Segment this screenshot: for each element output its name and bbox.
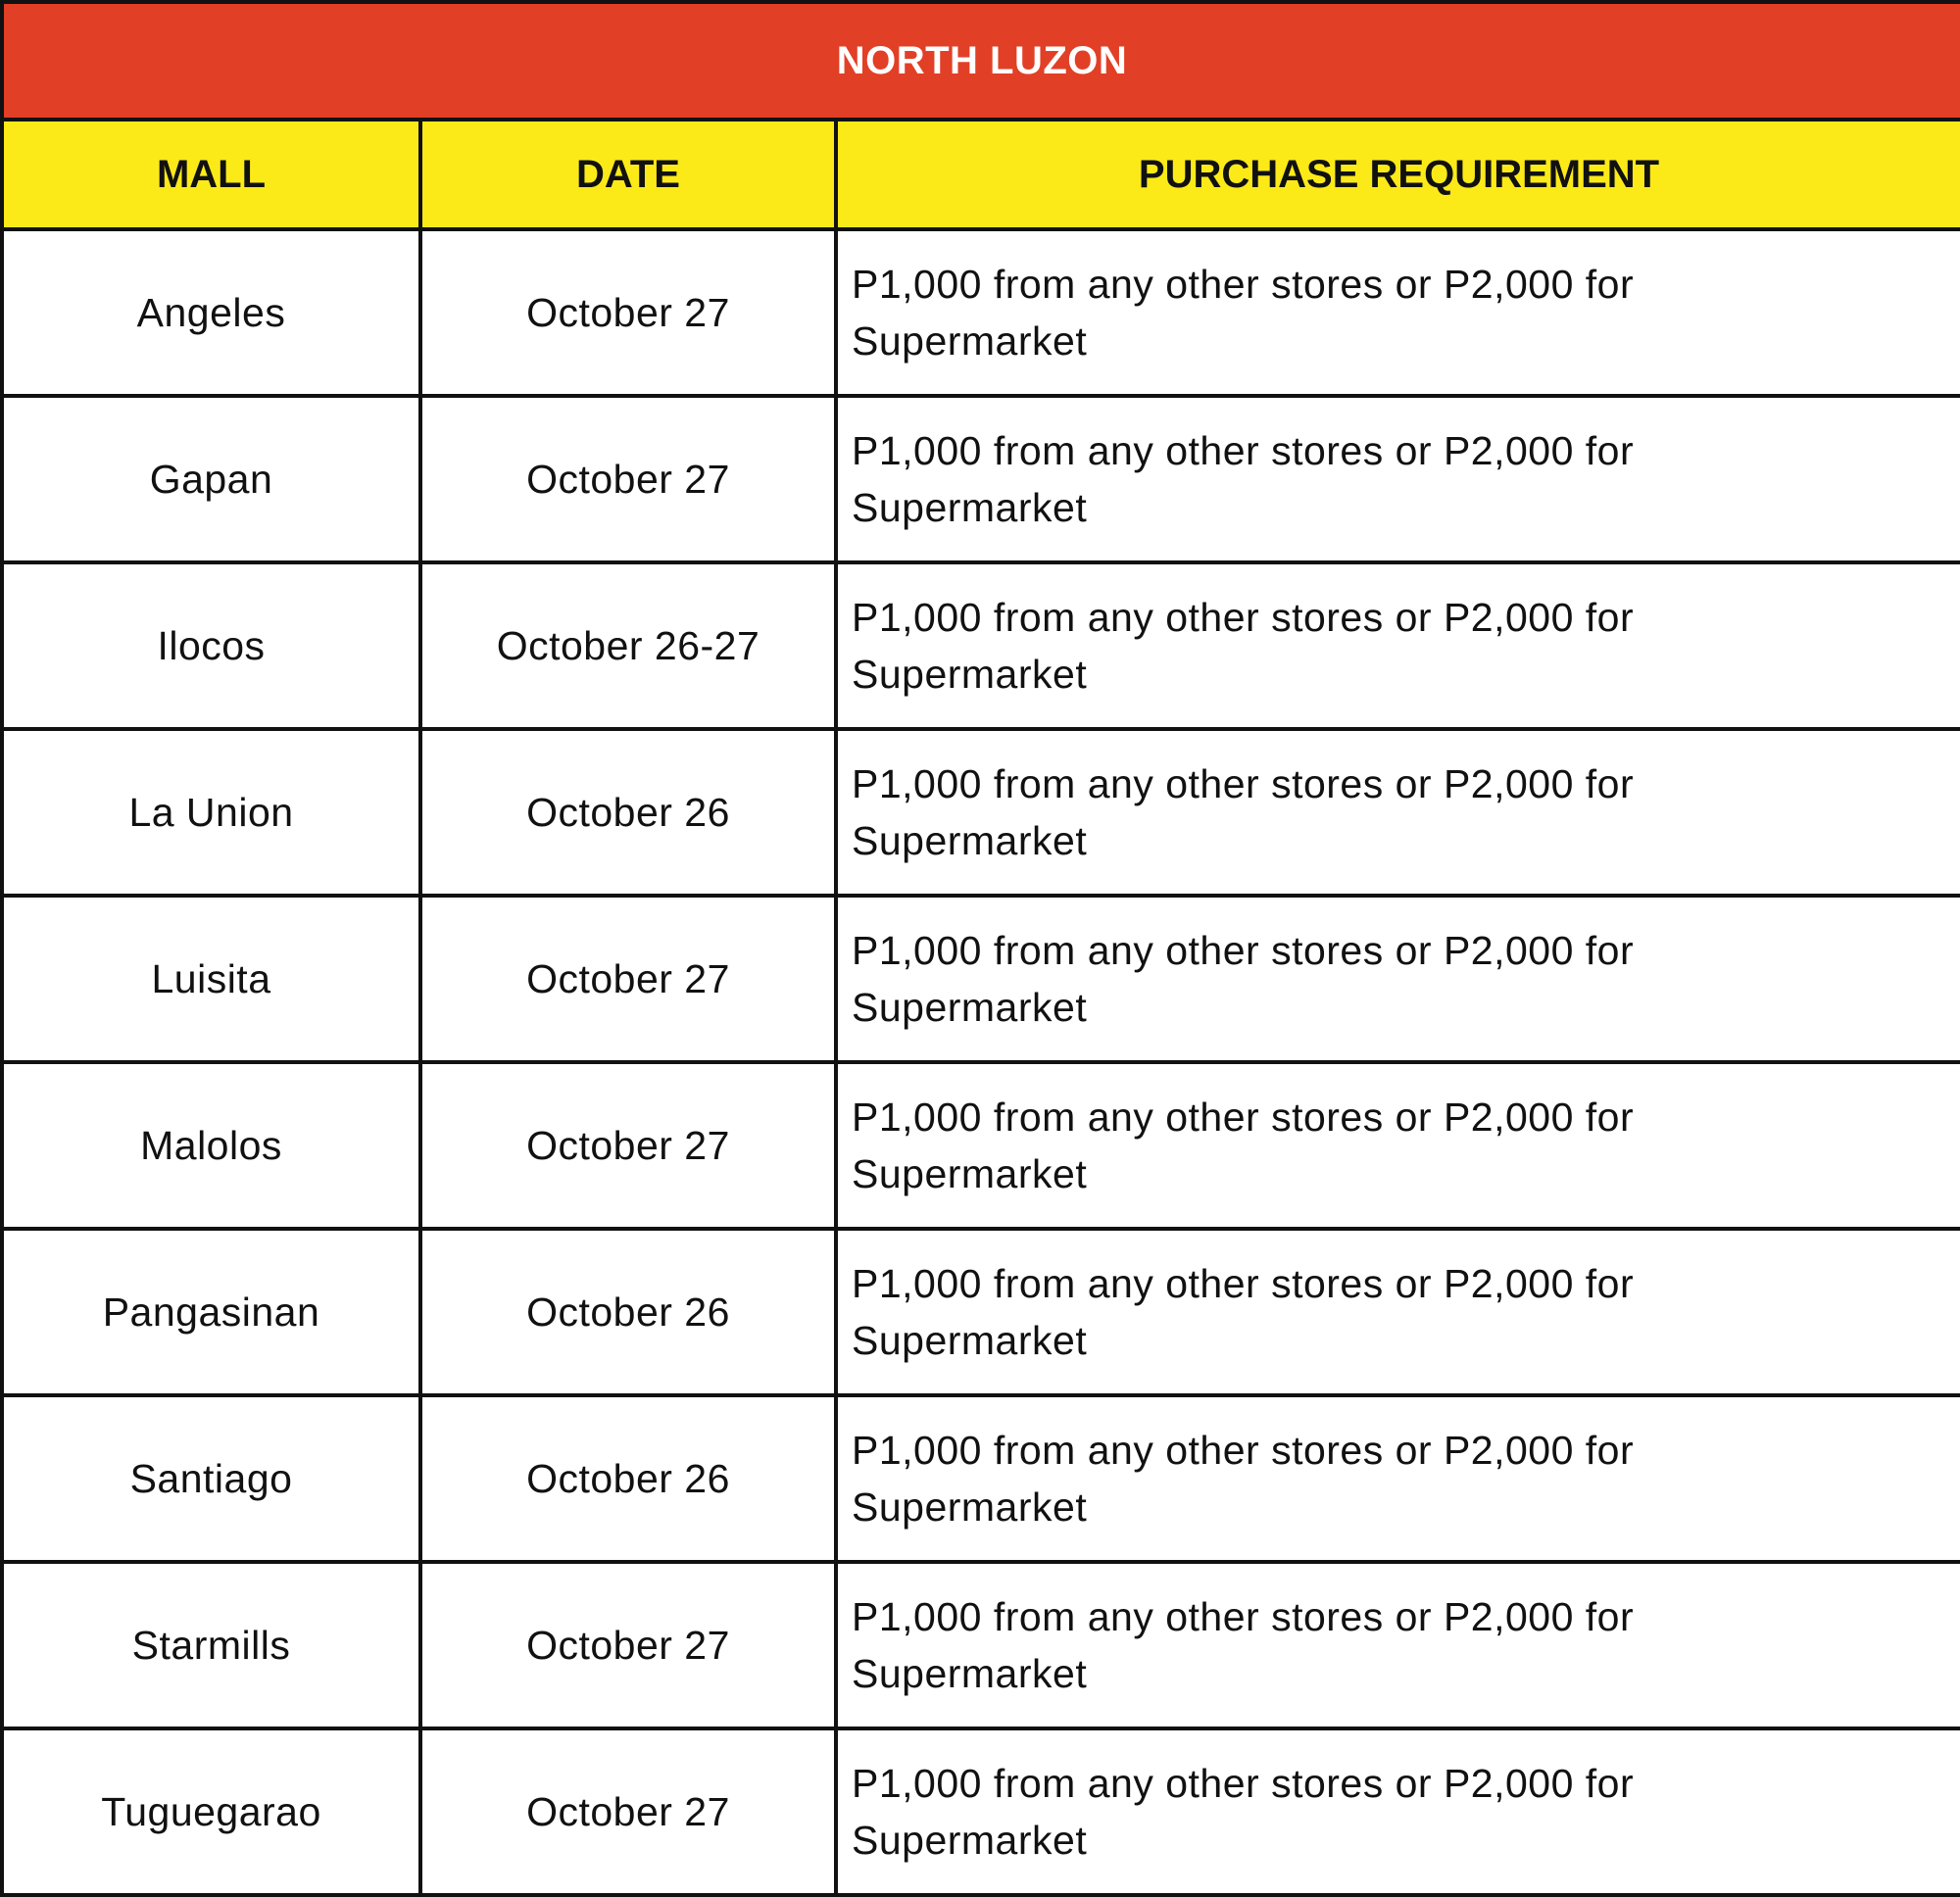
table-row	[2, 562, 1960, 729]
column-header-date: DATE	[420, 120, 836, 229]
table-row	[2, 229, 1960, 396]
date-cell: October 27	[420, 1062, 836, 1229]
date-cell: October 26	[420, 729, 836, 896]
date-cell: October 27	[420, 1728, 836, 1895]
date-cell: October 26-27	[420, 562, 836, 729]
date-cell: October 27	[420, 229, 836, 396]
date-cell: October 27	[420, 1562, 836, 1728]
mall-cell: Ilocos	[2, 562, 420, 729]
requirement-cell: P1,000 from any other stores or P2,000 for Supermarket	[836, 1562, 1960, 1728]
mall-cell: Starmills	[2, 1562, 420, 1728]
table-row	[2, 1395, 1960, 1562]
column-header-requirement: PURCHASE REQUIREMENT	[836, 120, 1960, 229]
mall-cell: Angeles	[2, 229, 420, 396]
requirement-cell: P1,000 from any other stores or P2,000 for Supermarket	[836, 1229, 1960, 1395]
table-row	[2, 396, 1960, 562]
date-cell: October 27	[420, 396, 836, 562]
table-row	[2, 1728, 1960, 1895]
mall-cell: Malolos	[2, 1062, 420, 1229]
mall-cell: Santiago	[2, 1395, 420, 1562]
requirement-cell: P1,000 from any other stores or P2,000 for Supermarket	[836, 729, 1960, 896]
mall-cell: Luisita	[2, 896, 420, 1062]
date-cell: October 26	[420, 1229, 836, 1395]
requirement-cell: P1,000 from any other stores or P2,000 for Supermarket	[836, 1395, 1960, 1562]
requirement-cell: P1,000 from any other stores or P2,000 for Supermarket	[836, 1062, 1960, 1229]
table-row	[2, 729, 1960, 896]
column-header-row	[2, 120, 1960, 229]
mall-cell: Gapan	[2, 396, 420, 562]
requirement-cell: P1,000 from any other stores or P2,000 for Supermarket	[836, 229, 1960, 396]
mall-cell: Tuguegarao	[2, 1728, 420, 1895]
requirement-cell: P1,000 from any other stores or P2,000 for Supermarket	[836, 396, 1960, 562]
table-row	[2, 896, 1960, 1062]
table-row	[2, 1229, 1960, 1395]
date-cell: October 27	[420, 896, 836, 1062]
mall-cell: La Union	[2, 729, 420, 896]
requirement-cell: P1,000 from any other stores or P2,000 for Supermarket	[836, 562, 1960, 729]
table-row	[2, 1062, 1960, 1229]
table-title: NORTH LUZON	[2, 2, 1960, 120]
table-title-row	[2, 2, 1960, 120]
requirement-cell: P1,000 from any other stores or P2,000 for Supermarket	[836, 896, 1960, 1062]
date-cell: October 26	[420, 1395, 836, 1562]
table-row	[2, 1562, 1960, 1728]
requirement-cell: P1,000 from any other stores or P2,000 for Supermarket	[836, 1728, 1960, 1895]
mall-cell: Pangasinan	[2, 1229, 420, 1395]
column-header-mall: MALL	[2, 120, 420, 229]
